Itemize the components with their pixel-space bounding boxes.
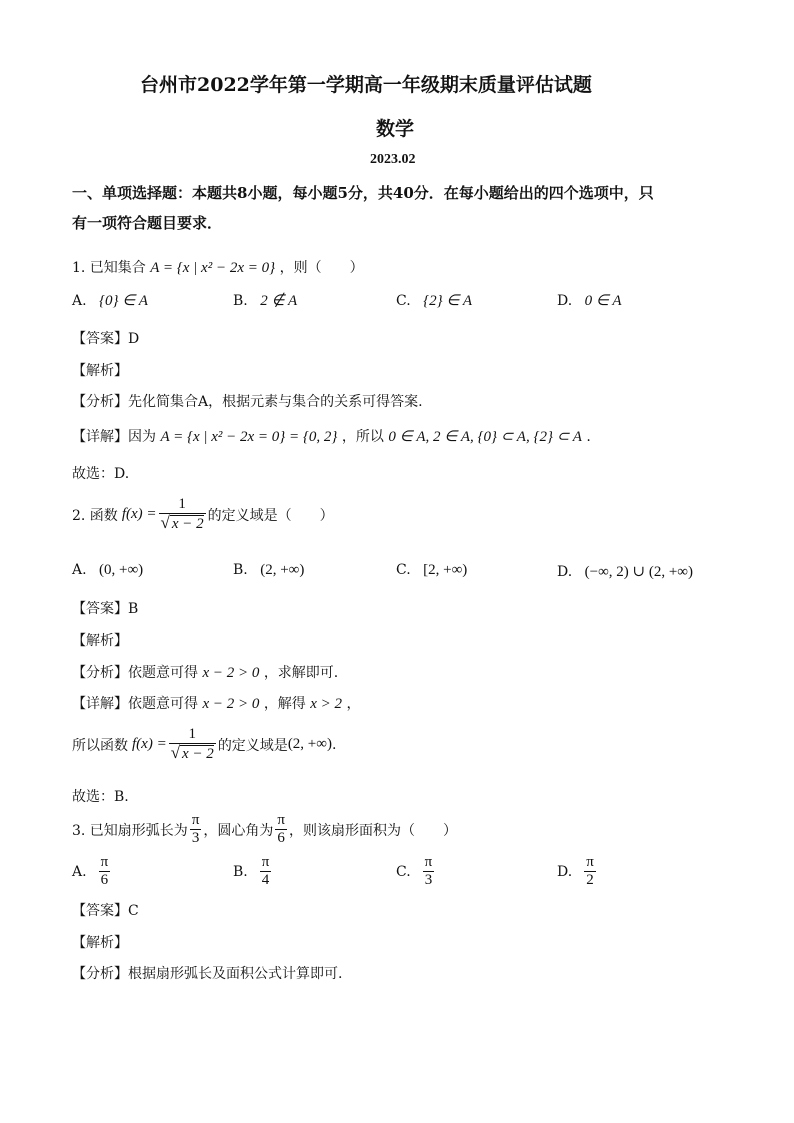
q2-guxuan: 故选：B. — [72, 789, 129, 805]
q2-xiangjie-expr2: x > 2 — [310, 696, 343, 712]
q3-option-b-num: π — [261, 854, 270, 870]
q1-fenxi: 【分析】先化简集合A，根据元素与集合的关系可得答案. — [72, 394, 423, 410]
q1-xiangjie-expr2: 0 ∈ A, 2 ∈ A, {0} ⊂ A, {2} ⊂ A — [388, 429, 582, 445]
q1-xiangjie — [72, 426, 591, 446]
q2-xiangjie-end: ， — [346, 696, 361, 712]
q1-guxuan: 故选：D. — [72, 466, 130, 482]
q3-arc-num: π — [191, 812, 200, 828]
q3-option-b-fraction — [260, 854, 272, 889]
q2-option-a-label: A. — [72, 562, 87, 578]
q3-option-c-den: 3 — [424, 872, 433, 888]
q2-option-b-label: B. — [233, 562, 248, 578]
q3-option-b — [233, 854, 273, 889]
q3-mid: ，圆心角为 — [203, 822, 274, 839]
q2-prefix: 2. 函数 — [72, 507, 118, 524]
q3-arc-fraction — [190, 812, 202, 847]
q1-option-c-text: {2} ∈ A — [423, 293, 473, 309]
q2-suffix: 的定义域是（ ） — [207, 507, 334, 524]
q2-func-lhs: f(x) = — [121, 506, 157, 522]
q1-xiangjie-prefix: 【详解】因为 — [72, 429, 156, 445]
question-1 — [72, 257, 364, 277]
section-heading-line1: 一、单项选择题：本题共8小题，每小题5分，共40分．在每小题给出的四个选项中，只 — [72, 184, 654, 202]
q1-option-a — [72, 291, 148, 310]
q1-xiangjie-expr: A = {x | x² − 2x = 0} = {0, 2} — [160, 429, 338, 445]
q2-option-d-text: (−∞, 2) ∪ (2, +∞) — [584, 564, 693, 580]
q3-option-c-num: π — [424, 854, 433, 870]
q1-xiangjie-mid: ，所以 — [341, 429, 384, 445]
q3-option-c-fraction — [423, 854, 435, 889]
q2-xiangjie-prefix: 【详解】依题意可得 — [72, 696, 198, 712]
q2-option-a-text: (0, +∞) — [99, 562, 144, 578]
q3-option-d-label: D. — [557, 863, 573, 880]
q1-jiexi: 【解析】 — [72, 363, 128, 379]
q2-conclusion-suffix: 的定义域是 — [217, 737, 288, 754]
q1-set-expr: A = {x | x² − 2x = 0} — [150, 260, 276, 276]
q2-conclusion-end: . — [331, 736, 337, 753]
q2-conclusion-fraction: $\frac{1}{√ x - 2}$ — [170, 726, 214, 762]
q2-xiangjie-mid: ，解得 — [263, 696, 306, 712]
q3-option-a-fraction — [99, 854, 111, 889]
q2-fenxi-suffix: ，求解即可. — [263, 665, 339, 681]
q1-option-a-text: {0} ∈ A — [99, 293, 148, 309]
q2-conclusion-frac-num: 1 — [188, 726, 196, 742]
q1-option-b — [233, 291, 297, 310]
q1-option-c — [396, 291, 472, 310]
q3-angle-fraction — [275, 812, 287, 847]
q2-option-c — [396, 562, 467, 579]
q2-conclusion-func: f(x) = — [132, 736, 167, 752]
q1-suffix: ，则（ ） — [279, 260, 364, 276]
q1-option-d-text: 0 ∈ A — [584, 293, 622, 309]
q3-angle-num: π — [277, 812, 285, 828]
q2-frac-den: x − 2 — [171, 516, 204, 532]
subject-title: 数学 — [376, 118, 415, 140]
q1-option-d-label: D. — [557, 293, 573, 309]
q3-option-c — [396, 854, 436, 889]
q3-option-d-den: 2 — [586, 872, 594, 888]
question-3 — [72, 812, 457, 847]
q2-fenxi — [72, 662, 338, 682]
q2-answer: 【答案】B — [72, 601, 139, 617]
section-heading-line2: 有一项符合题目要求． — [72, 214, 223, 232]
question-2 — [72, 496, 334, 533]
q1-xiangjie-end: . — [586, 429, 591, 445]
q2-option-b — [233, 562, 304, 579]
q2-conclusion-frac-den: x − 2 — [182, 746, 214, 762]
q2-conclusion — [72, 726, 336, 763]
q3-option-c-label: C. — [396, 863, 411, 880]
q2-option-b-text: (2, +∞) — [260, 562, 305, 578]
q3-jiexi: 【解析】 — [72, 935, 128, 951]
q3-angle-den: 6 — [277, 830, 285, 846]
q3-arc-den: 3 — [191, 830, 200, 846]
q2-fenxi-prefix: 【分析】依题意可得 — [72, 665, 198, 681]
q3-option-b-label: B. — [233, 863, 248, 880]
q1-option-a-label: A. — [72, 293, 87, 309]
q2-conclusion-prefix: 所以函数 — [72, 737, 128, 754]
q3-option-d — [557, 854, 598, 889]
q1-option-d — [557, 291, 622, 310]
q2-option-d — [557, 562, 693, 581]
q3-option-b-den: 4 — [261, 872, 270, 888]
q3-option-a-label: A. — [72, 863, 87, 880]
q2-fraction: $\frac{1}{√ x - 2}$ — [160, 496, 204, 532]
q2-frac-num: 1 — [178, 496, 186, 512]
q2-jiexi: 【解析】 — [72, 633, 128, 649]
q1-option-b-text: 2 ∉ A — [260, 293, 298, 309]
q1-option-b-label: B. — [233, 293, 248, 309]
q2-option-a — [72, 562, 143, 579]
q2-option-d-label: D. — [557, 564, 573, 580]
q2-conclusion-value: (2, +∞) — [287, 736, 332, 752]
q2-xiangjie-expr: x − 2 > 0 — [202, 696, 260, 712]
q1-option-c-label: C. — [396, 293, 411, 309]
exam-date: 2023.02 — [370, 152, 416, 167]
q3-suffix: ，则该扇形面积为（ ） — [288, 822, 457, 839]
q3-fenxi: 【分析】根据扇形弧长及面积公式计算即可. — [72, 966, 343, 982]
q1-answer: 【答案】D — [72, 331, 140, 347]
q3-option-d-fraction — [584, 854, 596, 889]
q2-xiangjie — [72, 693, 361, 713]
q3-answer: 【答案】C — [72, 903, 139, 919]
q3-prefix: 3. 已知扇形弧长为 — [72, 822, 188, 839]
q2-option-c-text: [2, +∞) — [423, 562, 468, 578]
q2-option-c-label: C. — [396, 562, 411, 578]
q3-option-a — [72, 854, 112, 889]
q3-option-a-den: 6 — [100, 872, 109, 888]
q3-option-a-num: π — [100, 854, 109, 870]
q1-prefix: 1. 已知集合 — [72, 260, 146, 276]
q3-option-d-num: π — [586, 854, 594, 870]
q2-fenxi-expr: x − 2 > 0 — [202, 665, 260, 681]
page-title: 台州市2022学年第一学期高一年级期末质量评估试题 — [140, 74, 592, 96]
